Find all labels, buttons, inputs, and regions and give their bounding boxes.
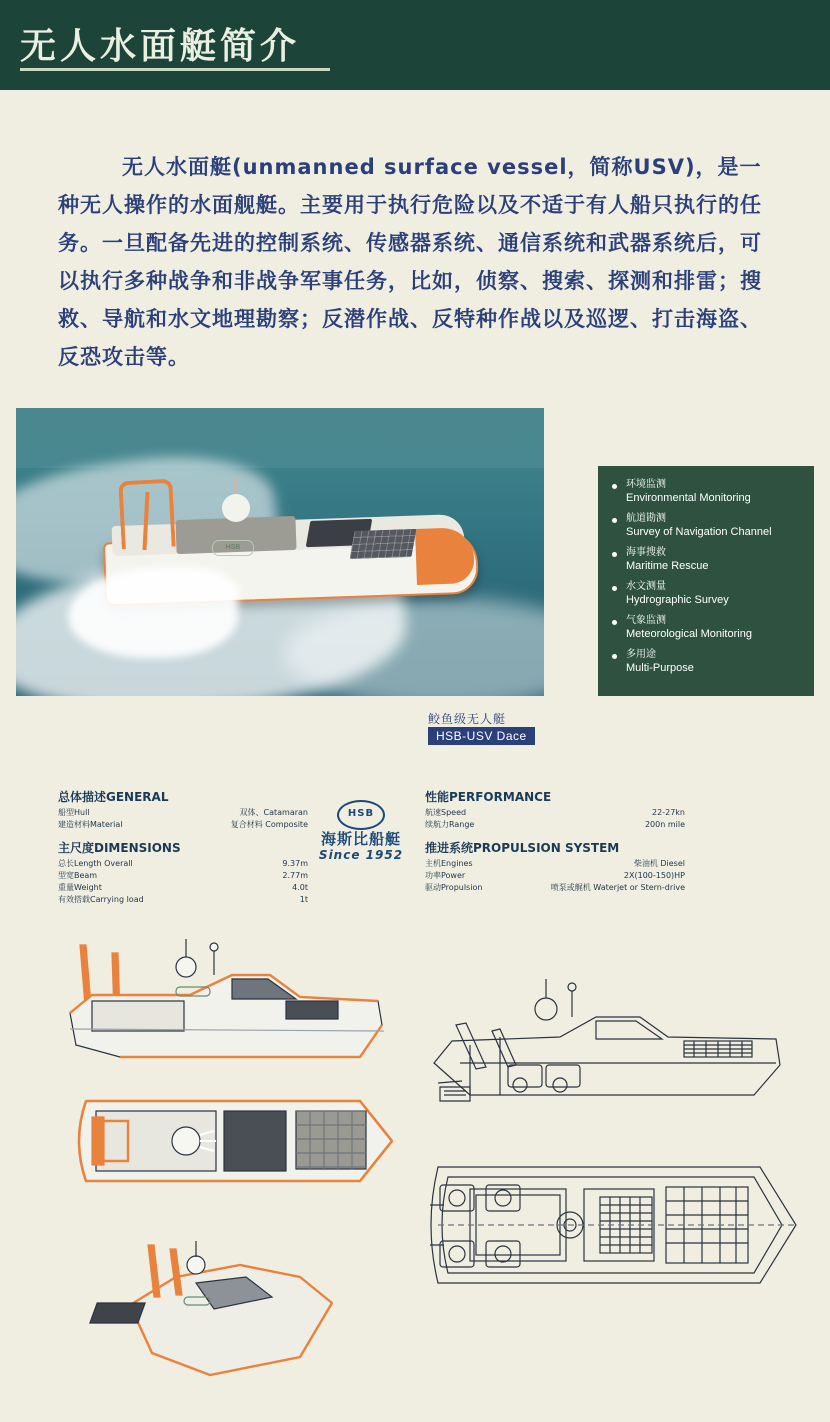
application-label-en: Survey of Navigation Channel	[626, 526, 772, 538]
application-label-en: Multi-Purpose	[626, 662, 694, 674]
spec-key: 主机Engines	[425, 859, 473, 868]
application-label-cn: 多用途	[626, 649, 656, 660]
list-item	[612, 512, 804, 539]
drawings-svg	[0, 905, 830, 1422]
photo-caption-en: HSB-USV Dace	[428, 727, 535, 745]
spec-value: 喷泵或艉机 Waterjet or Stern-drive	[550, 883, 685, 892]
spec-value: 9.37m	[282, 859, 308, 868]
table-row	[58, 870, 308, 882]
spec-value: 2.77m	[282, 871, 308, 880]
application-label-en: Meteorological Monitoring	[626, 628, 752, 640]
brand-name-cn: 海斯比船艇	[320, 830, 401, 848]
spec-heading-propulsion: 推进系统PROPULSION SYSTEM	[425, 841, 620, 855]
spec-value: 2X(100-150)HP	[623, 871, 685, 880]
spec-key: 功率Power	[425, 871, 466, 880]
spec-key: 续航力Range	[425, 820, 475, 829]
spec-value: 柴油机 Diesel	[633, 859, 685, 868]
title-underline	[20, 68, 330, 71]
drawing-plan-line	[430, 1167, 796, 1283]
application-label-cn: 环境监测	[626, 479, 666, 490]
spec-column-right	[425, 788, 685, 894]
table-row	[58, 858, 308, 870]
brand-logo	[318, 800, 404, 862]
spec-key: 驱动Propulsion	[425, 883, 483, 892]
photo-boat-radome	[222, 494, 250, 522]
brand-since: Since 1952	[318, 848, 404, 862]
table-row	[58, 882, 308, 894]
application-label-en: Hydrographic Survey	[626, 594, 729, 606]
photo-boat-bow	[415, 527, 475, 585]
spec-value: 双体、Catamaran	[239, 808, 308, 817]
table-row	[58, 819, 308, 831]
spec-key: 船型Hull	[58, 808, 90, 817]
spec-value: 1t	[299, 895, 308, 904]
drawing-plan-view-rendered	[79, 1101, 392, 1181]
page-header	[0, 0, 830, 90]
list-item	[612, 648, 804, 675]
page-title: 无人水面艇简介	[20, 26, 301, 67]
spec-key: 型宽Beam	[58, 871, 98, 880]
table-row	[58, 807, 308, 819]
usv-photo	[16, 408, 544, 696]
photo-boat-hull-logo: HSB	[212, 540, 254, 556]
photo-caption-cn: 鲛鱼级无人艇	[428, 712, 507, 726]
application-label-en: Environmental Monitoring	[626, 492, 751, 504]
list-item	[612, 546, 804, 573]
spec-heading-general: 总体描述GENERAL	[58, 790, 169, 804]
table-row	[425, 858, 685, 870]
list-item	[612, 614, 804, 641]
table-row	[425, 819, 685, 831]
intro-paragraph: 无人水面艇(unmanned surface vessel，简称USV)，是一种无人操作的水面舰艇。主要用于执行危险以及不适于有人船只执行的任务。一旦配备先进的控制系统、传感器系统、通信系统和武器系统后，可以执行多种战争和非战争军事任务，比如，侦察、搜索、探测和排雷；搜救、导航和水文地理勘察；反潜作战、反特种作战以及巡逻、打击海盗、反恐攻击等。	[58, 155, 762, 369]
list-item	[612, 580, 804, 607]
technical-drawings	[0, 905, 830, 1422]
drawing-side-view-rendered	[70, 939, 384, 1057]
photo-boat-panel-grid	[350, 529, 417, 559]
spec-heading-performance: 性能PERFORMANCE	[425, 790, 552, 804]
applications-box	[598, 466, 814, 696]
application-label-en: Maritime Rescue	[626, 560, 709, 572]
spec-key: 重量Weight	[58, 883, 102, 892]
spec-value: 200n mile	[644, 820, 685, 829]
spec-key: 总长Length Overall	[58, 859, 133, 868]
brand-mark: HSB	[337, 800, 385, 830]
application-label-cn: 航道勘测	[626, 513, 666, 524]
spec-value: 复合材料 Composite	[230, 820, 308, 829]
photo-water-band	[16, 408, 544, 468]
spec-value: 22-27kn	[652, 808, 685, 817]
drawing-perspective-view-rendered	[90, 1241, 332, 1375]
application-label-cn: 海事搜救	[626, 547, 666, 558]
application-label-cn: 水文测量	[626, 581, 666, 592]
list-item	[612, 478, 804, 505]
spec-value: 4.0t	[292, 883, 308, 892]
spec-key: 航速Speed	[425, 808, 467, 817]
table-row	[425, 807, 685, 819]
application-label-cn: 气象监测	[626, 615, 666, 626]
spec-heading-dimensions: 主尺度DIMENSIONS	[58, 841, 181, 855]
table-row	[425, 882, 685, 894]
applications-list	[598, 466, 814, 675]
spec-key: 建造材料Material	[58, 820, 123, 829]
drawing-profile-line	[434, 979, 780, 1101]
table-row	[425, 870, 685, 882]
spec-column-left	[58, 788, 308, 906]
spec-key: 有效搭载Carrying load	[58, 895, 144, 904]
